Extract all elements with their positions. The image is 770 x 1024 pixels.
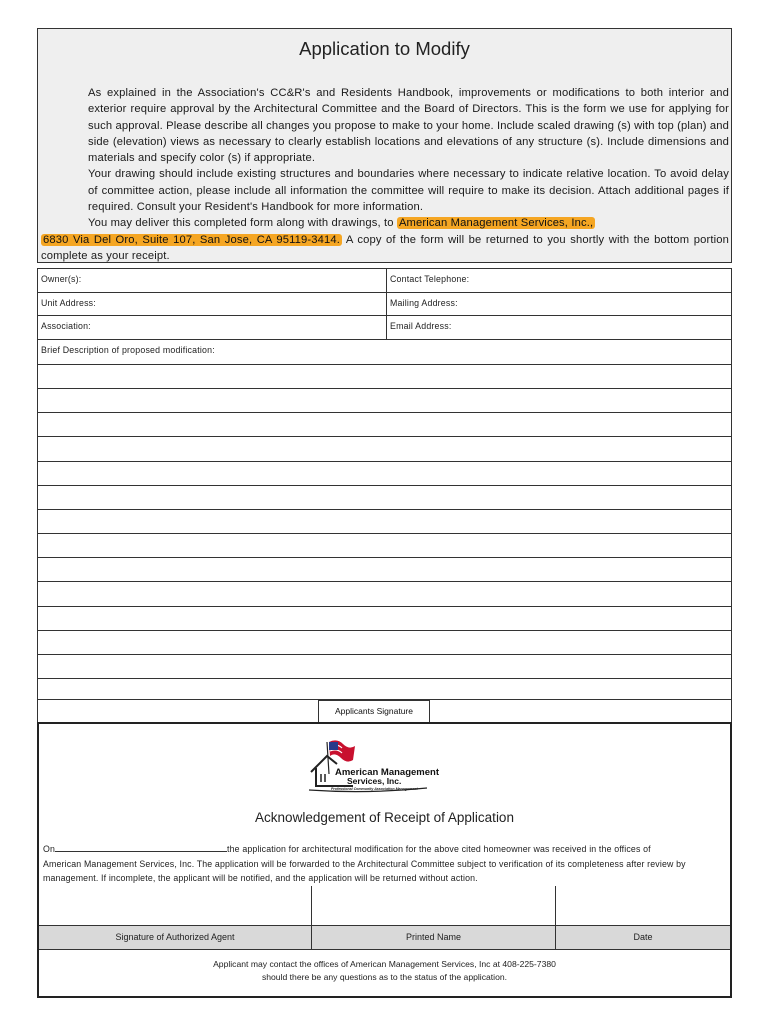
- footer-line1: Applicant may contact the offices of American Management Services, Inc at 408-225-7380: [213, 959, 556, 969]
- date-box[interactable]: [556, 886, 730, 926]
- description-line: [38, 678, 731, 679]
- instructions-text: [41, 85, 729, 264]
- description-line: [38, 485, 731, 486]
- address-row: [38, 293, 731, 316]
- intro-paragraph-1: As explained in the Association's CC&R's and Residents Handbook, improvements or modifications to both interior and exterior require approval by the Architectural Committee and the Board of Directors. This is the form we use for applying for such approval. Please describe all changes you propose to make to your home. Include scaled drawing (s) with top (plan) and side (elevation) views as necessary to clearly establish locations and elevations of any structure (s). Include dimensions and materials and specify color (s) if appropriate.: [88, 87, 729, 165]
- description-line: [38, 412, 731, 413]
- applicant-signature-strip: [37, 700, 732, 723]
- ack-text-line2: American Management Services, Inc. The application will be forwarded to the Architectural Committee subject to verification of its completeness after review by management. If incomplete, the applicant will be notified, and the application will be returned without action.: [43, 858, 686, 883]
- logo-tagline: Professional Community Association Management: [331, 787, 418, 791]
- received-date-blank[interactable]: [55, 842, 227, 852]
- company-address-highlight: 6830 Via Del Oro, Suite 107, San Jose, CA 95119-3414.: [43, 233, 341, 246]
- description-line: [38, 436, 731, 437]
- applicant-signature-date-area[interactable]: [430, 700, 732, 723]
- form-title: Application to Modify: [299, 38, 470, 59]
- ack-text-line1: the application for architectural modification for the above cited homeowner was received in the offices of: [227, 844, 651, 854]
- acknowledgement-text: [43, 842, 729, 886]
- intro-paragraph-3: [41, 215, 729, 231]
- description-line: [38, 606, 731, 607]
- description-line: [38, 364, 731, 365]
- applicant-signature-area[interactable]: [37, 700, 318, 723]
- applicant-signature-label: Applicants Signature: [318, 700, 430, 723]
- association-field[interactable]: Association:: [41, 321, 91, 331]
- description-line: [38, 509, 731, 510]
- column-divider: [386, 269, 387, 340]
- on-label: On: [43, 844, 56, 854]
- printed-name-box[interactable]: [312, 886, 556, 926]
- mailing-address-field[interactable]: Mailing Address:: [390, 298, 458, 308]
- application-fields: [37, 268, 732, 700]
- description-line: [38, 630, 731, 631]
- intro-paragraph-2: Your drawing should include existing structures and boundaries where necessary to indicate relative location. To avoid delay of committee action, please include all information the committee will require to make its decision. Attach additional pages if required. Consult your Resident's Handbook for more information.: [88, 168, 729, 214]
- contact-footer: [39, 952, 730, 984]
- company-name-highlight: American Management Services, Inc.,: [398, 217, 594, 230]
- description-label: Brief Description of proposed modification:: [41, 345, 215, 355]
- description-line: [38, 461, 731, 462]
- intro-p3-post: A copy of the form will be returned to you shortly with the bottom portion complete as your receipt.: [41, 233, 729, 262]
- description-line: [38, 533, 731, 534]
- description-line: [38, 654, 731, 655]
- description-line: [38, 388, 731, 389]
- agent-signature-table: [39, 886, 730, 952]
- acknowledgement-box: [37, 722, 732, 998]
- printed-name-label: Printed Name: [312, 926, 556, 950]
- footer-line2: should there be any questions as to the status of the application.: [261, 972, 508, 982]
- logo-name-line1: American Management: [335, 767, 440, 778]
- acknowledgement-title: Acknowledgement of Receipt of Application: [255, 810, 514, 825]
- logo-name-line2: Services, Inc.: [347, 776, 402, 786]
- contact-telephone-field[interactable]: Contact Telephone:: [390, 274, 470, 284]
- email-address-field[interactable]: Email Address:: [390, 321, 452, 331]
- intro-paragraph-3-cont: [41, 232, 729, 265]
- unit-address-field[interactable]: Unit Address:: [41, 298, 96, 308]
- association-row: [38, 316, 731, 340]
- intro-p3-pre: You may deliver this completed form along with drawings, to: [88, 217, 397, 230]
- company-logo: [307, 734, 440, 796]
- date-label: Date: [556, 926, 730, 950]
- owners-field[interactable]: Owner(s):: [41, 274, 82, 284]
- instructions-box: [37, 28, 732, 263]
- owner-row: [38, 269, 731, 293]
- description-line: [38, 557, 731, 558]
- authorized-agent-signature-box[interactable]: [39, 886, 312, 926]
- description-line: [38, 581, 731, 582]
- authorized-agent-label: Signature of Authorized Agent: [39, 926, 312, 950]
